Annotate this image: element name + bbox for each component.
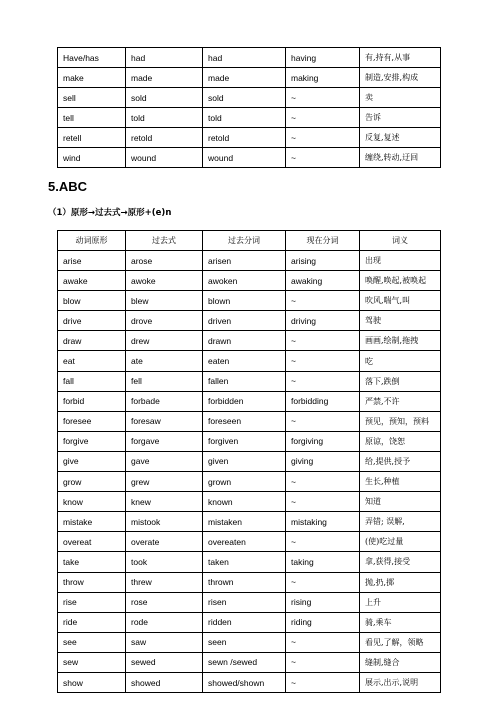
cell-past-participle: awoken	[203, 271, 286, 291]
table-row	[58, 612, 441, 632]
cell-meaning: 有,持有,从事	[360, 48, 441, 68]
cell-past-tense: awoke	[126, 271, 203, 291]
table-row	[58, 291, 441, 311]
table-row	[58, 48, 441, 68]
cell-base-form: forgive	[58, 431, 126, 451]
cell-past-tense: saw	[126, 632, 203, 652]
cell-past-participle: risen	[203, 592, 286, 612]
cell-base-form: make	[58, 68, 126, 88]
cell-base-form: wind	[58, 148, 126, 168]
cell-present-participle: ~	[286, 371, 360, 391]
cell-past-tense: took	[126, 552, 203, 572]
cell-base-form: draw	[58, 331, 126, 351]
cell-present-participle: ~	[286, 291, 360, 311]
cell-present-participle: ~	[286, 411, 360, 431]
table-row	[58, 492, 441, 512]
cell-past-tense: forgave	[126, 431, 203, 451]
cell-present-participle: having	[286, 48, 360, 68]
cell-past-participle: forbidden	[203, 391, 286, 411]
cell-meaning: 生长,种植	[360, 472, 441, 492]
cell-past-tense: overate	[126, 532, 203, 552]
cell-meaning: 缠绕,转动,迂回	[360, 148, 441, 168]
table-row	[58, 311, 441, 331]
cell-past-participle: fallen	[203, 371, 286, 391]
table-row	[58, 512, 441, 532]
table-row	[58, 451, 441, 471]
cell-meaning: 唤醒,唤起,被唤起	[360, 271, 441, 291]
cell-past-participle: blown	[203, 291, 286, 311]
cell-meaning: 驾驶	[360, 311, 441, 331]
cell-meaning: 拿,获得,接受	[360, 552, 441, 572]
cell-past-tense: blew	[126, 291, 203, 311]
cell-past-tense: ate	[126, 351, 203, 371]
cell-past-tense: had	[126, 48, 203, 68]
cell-meaning: 给,提供,授予	[360, 451, 441, 471]
cell-past-participle: seen	[203, 632, 286, 652]
cell-meaning: 反复,复述	[360, 128, 441, 148]
cell-meaning: 告诉	[360, 108, 441, 128]
cell-meaning: 画画,绘制,拖拽	[360, 331, 441, 351]
cell-past-participle: retold	[203, 128, 286, 148]
header-meaning: 词义	[360, 231, 441, 251]
cell-present-participle: ~	[286, 492, 360, 512]
cell-past-tense: threw	[126, 572, 203, 592]
cell-present-participle: making	[286, 68, 360, 88]
header-past-participle: 过去分词	[203, 231, 286, 251]
cell-base-form: Have/has	[58, 48, 126, 68]
cell-past-participle: sewn /sewed	[203, 652, 286, 672]
cell-base-form: sew	[58, 652, 126, 672]
cell-past-tense: showed	[126, 672, 203, 692]
table-row	[58, 652, 441, 672]
table-row	[58, 251, 441, 271]
cell-present-participle: arising	[286, 251, 360, 271]
cell-present-participle: awaking	[286, 271, 360, 291]
cell-present-participle: ~	[286, 572, 360, 592]
table-row	[58, 632, 441, 652]
header-present-participle: 现在分词	[286, 231, 360, 251]
cell-past-tense: fell	[126, 371, 203, 391]
cell-past-participle: drawn	[203, 331, 286, 351]
verb-table-continued-body	[58, 48, 441, 168]
table-row	[58, 331, 441, 351]
cell-past-participle: foreseen	[203, 411, 286, 431]
cell-past-tense: foresaw	[126, 411, 203, 431]
cell-past-tense: wound	[126, 148, 203, 168]
cell-meaning: 展示,出示,说明	[360, 672, 441, 692]
table-row	[58, 552, 441, 572]
cell-present-participle: ~	[286, 632, 360, 652]
table-row	[58, 672, 441, 692]
cell-present-participle: ~	[286, 652, 360, 672]
cell-past-tense: gave	[126, 451, 203, 471]
cell-present-participle: driving	[286, 311, 360, 331]
verb-table-continued	[57, 47, 441, 168]
cell-past-participle: overeaten	[203, 532, 286, 552]
cell-past-participle: sold	[203, 88, 286, 108]
cell-meaning: 预见，预知，预料	[360, 411, 441, 431]
cell-present-participle: giving	[286, 451, 360, 471]
header-base-form: 动词原形	[58, 231, 126, 251]
cell-meaning: 吃	[360, 351, 441, 371]
cell-past-tense: forbade	[126, 391, 203, 411]
cell-base-form: rise	[58, 592, 126, 612]
cell-past-participle: mistaken	[203, 512, 286, 532]
table-row	[58, 431, 441, 451]
cell-base-form: mistake	[58, 512, 126, 532]
cell-base-form: eat	[58, 351, 126, 371]
cell-present-participle: rising	[286, 592, 360, 612]
cell-meaning: 上升	[360, 592, 441, 612]
cell-base-form: awake	[58, 271, 126, 291]
table-row	[58, 391, 441, 411]
cell-present-participle: ~	[286, 108, 360, 128]
cell-present-participle: ~	[286, 88, 360, 108]
table-row	[58, 351, 441, 371]
cell-meaning: 卖	[360, 88, 441, 108]
cell-base-form: know	[58, 492, 126, 512]
cell-meaning: 严禁,不许	[360, 391, 441, 411]
header-past-tense: 过去式	[126, 231, 203, 251]
cell-meaning: 弄错; 误解,	[360, 512, 441, 532]
cell-base-form: tell	[58, 108, 126, 128]
cell-past-tense: rode	[126, 612, 203, 632]
table-row	[58, 148, 441, 168]
cell-base-form: throw	[58, 572, 126, 592]
table-row	[58, 68, 441, 88]
cell-past-tense: grew	[126, 472, 203, 492]
cell-base-form: overeat	[58, 532, 126, 552]
cell-meaning: 看见,了解，领略	[360, 632, 441, 652]
cell-past-participle: driven	[203, 311, 286, 331]
cell-present-participle: ~	[286, 472, 360, 492]
cell-base-form: ride	[58, 612, 126, 632]
cell-meaning: 吹风,喘气,叫	[360, 291, 441, 311]
cell-present-participle: ~	[286, 331, 360, 351]
cell-base-form: blow	[58, 291, 126, 311]
table-row	[58, 572, 441, 592]
cell-past-participle: given	[203, 451, 286, 471]
cell-meaning: 知道	[360, 492, 441, 512]
table-row	[58, 128, 441, 148]
table-row	[58, 532, 441, 552]
table-row	[58, 108, 441, 128]
cell-present-participle: riding	[286, 612, 360, 632]
cell-past-participle: eaten	[203, 351, 286, 371]
cell-base-form: take	[58, 552, 126, 572]
cell-base-form: fall	[58, 371, 126, 391]
table-row	[58, 271, 441, 291]
cell-past-participle: wound	[203, 148, 286, 168]
cell-past-participle: grown	[203, 472, 286, 492]
abc-verb-table-body	[58, 251, 441, 693]
cell-present-participle: ~	[286, 128, 360, 148]
cell-past-tense: drove	[126, 311, 203, 331]
table-row	[58, 472, 441, 492]
cell-base-form: foresee	[58, 411, 126, 431]
cell-past-tense: made	[126, 68, 203, 88]
cell-meaning: 制造,安排,构成	[360, 68, 441, 88]
cell-present-participle: ~	[286, 148, 360, 168]
cell-past-tense: rose	[126, 592, 203, 612]
cell-past-participle: taken	[203, 552, 286, 572]
cell-present-participle: forbidding	[286, 391, 360, 411]
cell-past-tense: knew	[126, 492, 203, 512]
cell-present-participle: mistaking	[286, 512, 360, 532]
table-header-row	[58, 231, 441, 251]
cell-present-participle: forgiving	[286, 431, 360, 451]
cell-base-form: arise	[58, 251, 126, 271]
cell-meaning: 缝制,缝合	[360, 652, 441, 672]
cell-past-participle: made	[203, 68, 286, 88]
cell-past-participle: ridden	[203, 612, 286, 632]
table-row	[58, 88, 441, 108]
cell-meaning: (使)吃过量	[360, 532, 441, 552]
cell-present-participle: ~	[286, 351, 360, 371]
cell-base-form: retell	[58, 128, 126, 148]
cell-meaning: 骑,乘车	[360, 612, 441, 632]
cell-meaning: 抛,扔,掷	[360, 572, 441, 592]
cell-past-tense: mistook	[126, 512, 203, 532]
cell-past-tense: arose	[126, 251, 203, 271]
cell-past-tense: retold	[126, 128, 203, 148]
cell-past-tense: told	[126, 108, 203, 128]
cell-past-participle: told	[203, 108, 286, 128]
cell-past-tense: sold	[126, 88, 203, 108]
table-row	[58, 411, 441, 431]
cell-past-participle: thrown	[203, 572, 286, 592]
section-subheading: （1）原形→过去式→原形+(e)n	[48, 208, 172, 218]
table-row	[58, 592, 441, 612]
table-row	[58, 371, 441, 391]
cell-base-form: give	[58, 451, 126, 471]
cell-base-form: show	[58, 672, 126, 692]
cell-base-form: sell	[58, 88, 126, 108]
cell-meaning: 落下,跌倒	[360, 371, 441, 391]
cell-base-form: forbid	[58, 391, 126, 411]
cell-past-participle: forgiven	[203, 431, 286, 451]
cell-past-participle: had	[203, 48, 286, 68]
section-heading: 5.ABC	[48, 179, 88, 194]
cell-past-participle: showed/shown	[203, 672, 286, 692]
cell-base-form: drive	[58, 311, 126, 331]
cell-past-participle: arisen	[203, 251, 286, 271]
cell-base-form: grow	[58, 472, 126, 492]
cell-meaning: 原谅，饶恕	[360, 431, 441, 451]
cell-past-tense: sewed	[126, 652, 203, 672]
cell-past-tense: drew	[126, 331, 203, 351]
cell-present-participle: taking	[286, 552, 360, 572]
cell-present-participle: ~	[286, 672, 360, 692]
cell-meaning: 出现	[360, 251, 441, 271]
cell-present-participle: ~	[286, 532, 360, 552]
abc-verb-table	[57, 230, 441, 693]
cell-past-participle: known	[203, 492, 286, 512]
cell-base-form: see	[58, 632, 126, 652]
